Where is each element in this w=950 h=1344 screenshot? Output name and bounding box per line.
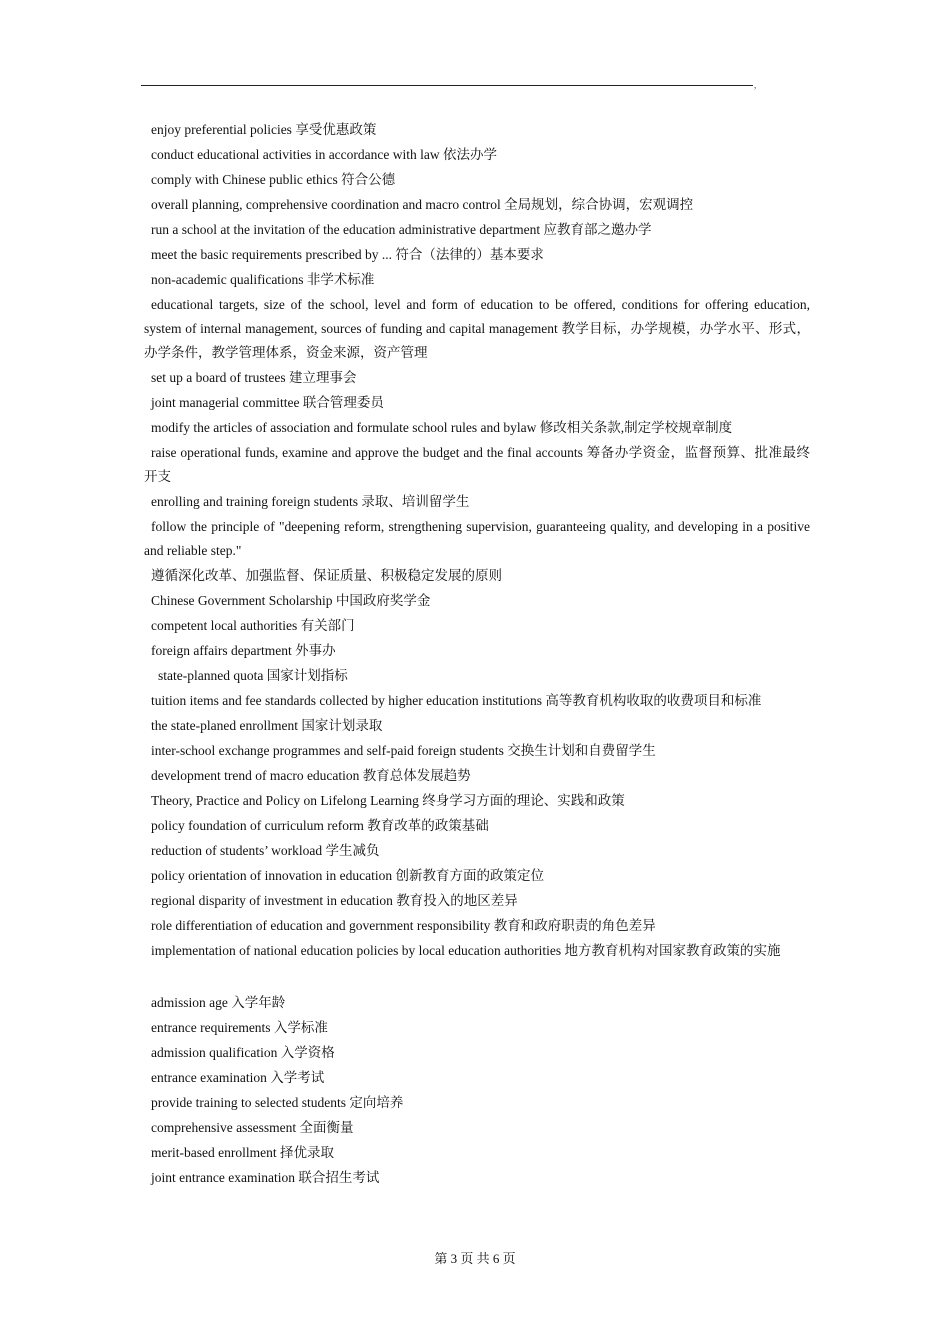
glossary-entry: enjoy preferential policies 享受优惠政策 (151, 122, 377, 137)
glossary-entry: Chinese Government Scholarship 中国政府奖学金 (151, 593, 431, 608)
page-number: 第 3 页 共 6 页 (434, 1251, 516, 1266)
header-mark: , (754, 80, 757, 90)
glossary-entry: implementation of national education policies by local education authorities 地方教育机构对国家教育政策的实施 (151, 943, 781, 958)
glossary-entry: provide training to selected students 定向培养 (151, 1095, 404, 1110)
glossary-entry: 遵循深化改革、加强监督、保证质量、积极稳定发展的原则 (151, 568, 502, 583)
glossary-entry: modify the articles of association and formulate school rules and bylaw 修改相关条款,制定学校规章制度 (151, 420, 733, 435)
glossary-entry: entrance requirements 入学标准 (151, 1020, 328, 1035)
glossary-entry: entrance examination 入学考试 (151, 1070, 325, 1085)
glossary-entry: enrolling and training foreign students 录取、培训留学生 (151, 494, 470, 509)
glossary-entry: merit-based enrollment 择优录取 (151, 1145, 334, 1160)
header-rule (141, 85, 753, 86)
glossary-entry: set up a board of trustees 建立理事会 (151, 370, 357, 385)
glossary-entry: Theory, Practice and Policy on Lifelong Learning 终身学习方面的理论、实践和政策 (151, 793, 625, 808)
glossary-entry: policy orientation of innovation in education 创新教育方面的政策定位 (151, 868, 544, 883)
glossary-entry: joint entrance examination 联合招生考试 (151, 1170, 380, 1185)
glossary-entry: policy foundation of curriculum reform 教育改革的政策基础 (151, 818, 489, 833)
glossary-entry: raise operational funds, examine and approve the budget and the final accounts 筹备办学资金，监督预算、批准最终开支 (144, 445, 810, 484)
glossary-entry: role differentiation of education and government responsibility 教育和政府职责的角色差异 (151, 918, 656, 933)
glossary-entry: conduct educational activities in accordance with law 依法办学 (151, 147, 498, 162)
glossary-entry: the state-planed enrollment 国家计划录取 (151, 718, 383, 733)
glossary-entry: comprehensive assessment 全面衡量 (151, 1120, 354, 1135)
glossary-entry: regional disparity of investment in education 教育投入的地区差异 (151, 893, 518, 908)
glossary-entry: reduction of students’ workload 学生减负 (151, 843, 380, 858)
glossary-entry: comply with Chinese public ethics 符合公德 (151, 172, 396, 187)
glossary-entry: meet the basic requirements prescribed by ... 符合（法律的）基本要求 (151, 247, 544, 262)
glossary-entry: follow the principle of "deepening reform, strengthening supervision, guaranteeing quality, and developing in a positive and reliable step." (144, 519, 810, 558)
glossary-entry: state-planned quota 国家计划指标 (158, 668, 348, 683)
glossary-content (144, 118, 810, 1191)
glossary-entry: admission age 入学年龄 (151, 995, 286, 1010)
glossary-entry: tuition items and fee standards collected by higher education institutions 高等教育机构收取的收费项目和标准 (151, 693, 762, 708)
glossary-entry: admission qualification 入学资格 (151, 1045, 335, 1060)
glossary-entry: development trend of macro education 教育总体发展趋势 (151, 768, 471, 783)
glossary-entry: foreign affairs department 外事办 (151, 643, 336, 658)
glossary-entry: educational targets, size of the school, level and form of education to be offered, conditions for offering education, system of internal management, sources of funding and capital management 教学目标，办学规模，办学水平、形式，办学条件，教学管理体系，资金来源，资产管理 (144, 297, 810, 360)
glossary-entry: non-academic qualifications 非学术标准 (151, 272, 375, 287)
glossary-entry: run a school at the invitation of the education administrative department 应教育部之邀办学 (151, 222, 652, 237)
glossary-entry: joint managerial committee 联合管理委员 (151, 395, 384, 410)
glossary-entry: inter-school exchange programmes and self-paid foreign students 交换生计划和自费留学生 (151, 743, 656, 758)
glossary-entry: competent local authorities 有关部门 (151, 618, 355, 633)
glossary-entry: overall planning, comprehensive coordination and macro control 全局规划，综合协调，宏观调控 (151, 197, 694, 212)
section-gap (144, 964, 810, 991)
